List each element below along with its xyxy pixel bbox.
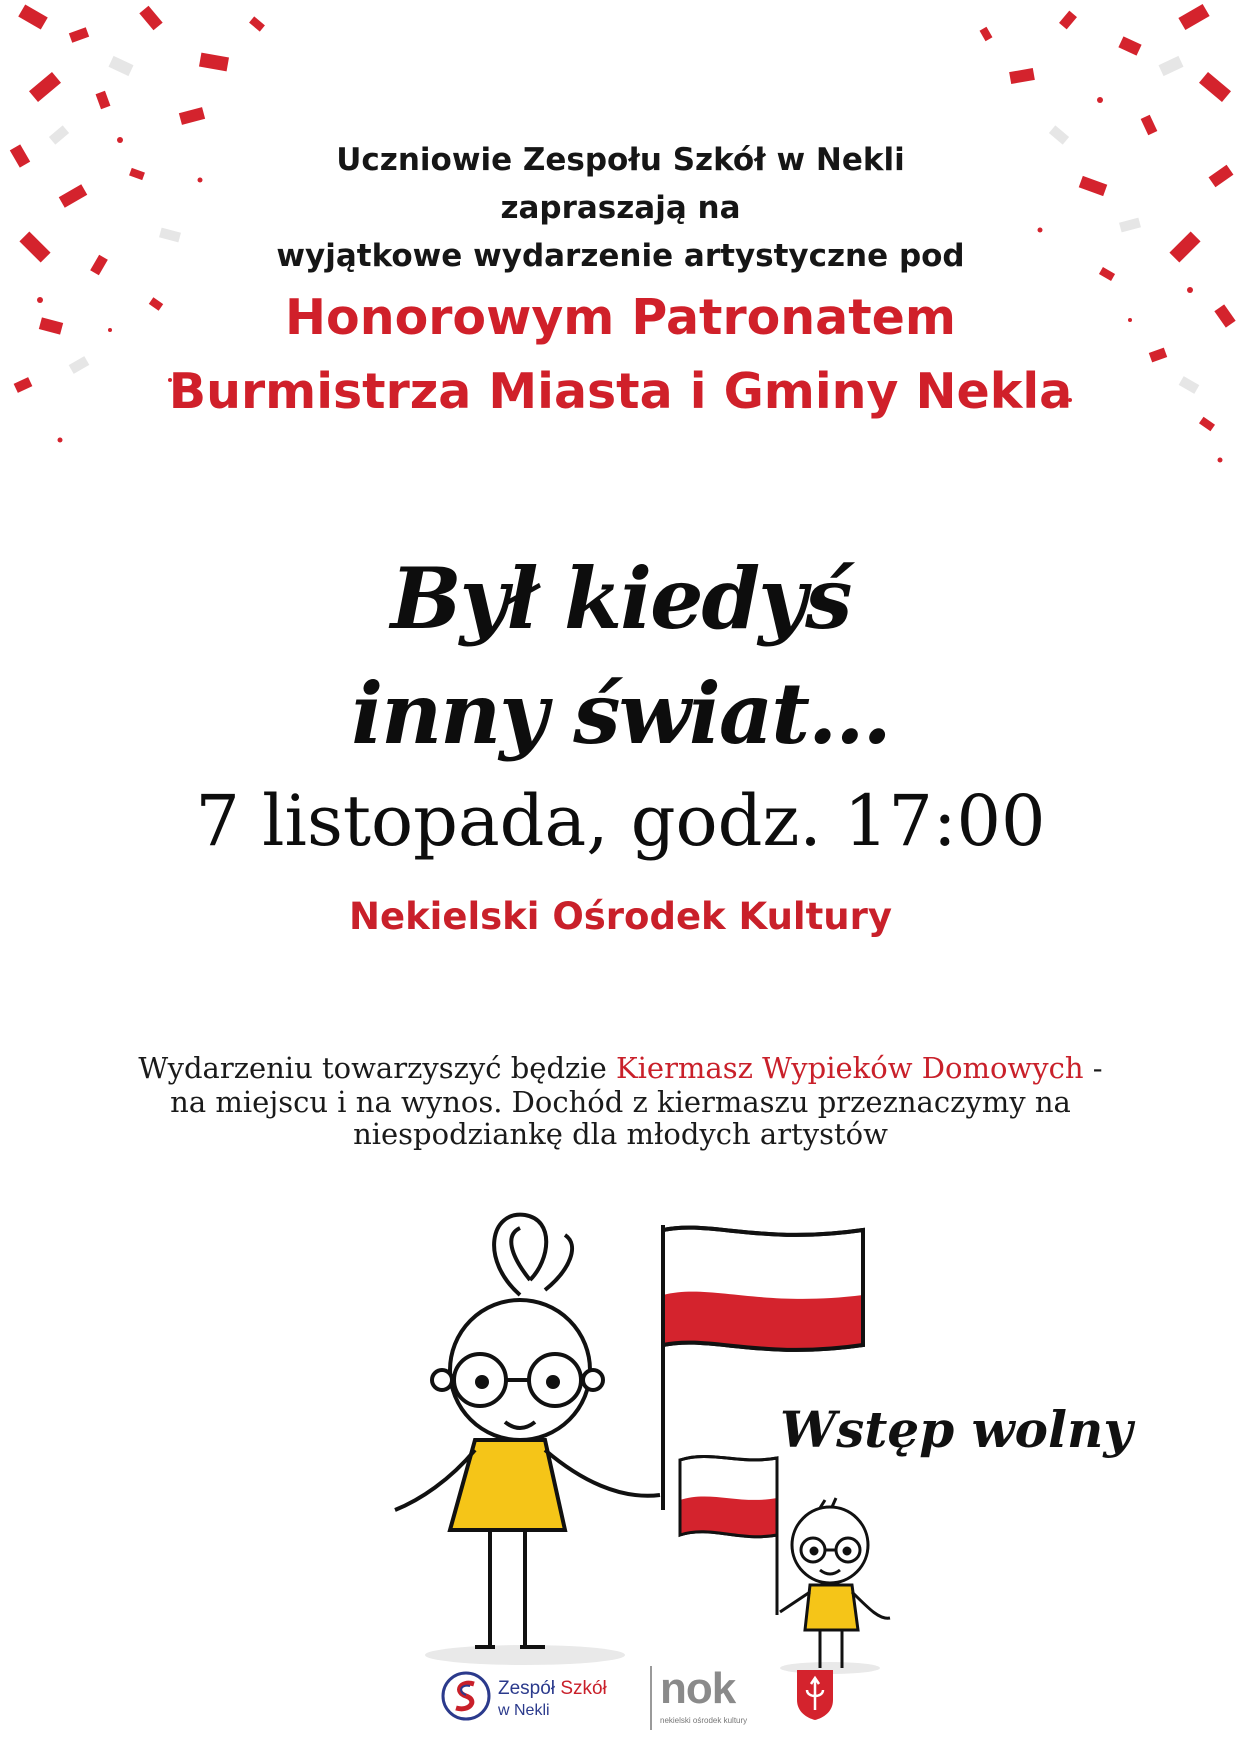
info-line-1 (0, 1052, 1241, 1084)
patronage-line-2: Burmistrza Miasta i Gminy Nekla (168, 363, 1073, 420)
event-title-line-2: inny świat... (351, 664, 890, 763)
coat-of-arms-icon (795, 1668, 835, 1722)
boy-with-flag-icon (680, 1455, 890, 1674)
intro-line-3: wyjątkowe wydarzenie artystyczne pod (276, 238, 965, 274)
event-venue: Nekielski Ośrodek Kultury (349, 895, 892, 938)
school-logo-name-1: Zespół (498, 1678, 561, 1699)
confetti-decoration (0, 0, 1241, 560)
info-before: Wydarzeniu towarzyszyć będzie (138, 1051, 616, 1085)
event-date: 7 listopada, godz. 17:00 (195, 780, 1046, 862)
intro-line-2: zapraszają na (500, 190, 741, 226)
school-logo-name-2: Szkół (560, 1678, 607, 1699)
info-after: - (1083, 1051, 1103, 1085)
info-highlight: Kiermasz Wypieków Domowych (615, 1051, 1084, 1085)
nok-logo-subtext: nekielski ośrodek kultury (660, 1716, 748, 1725)
info-line-3: niespodziankę dla młodych artystów (353, 1117, 888, 1151)
event-title-line-1: Był kiedyś (390, 549, 851, 648)
info-line-2: na miejscu i na wynos. Dochód z kiermaszu przeznaczymy na (170, 1085, 1071, 1119)
school-logo (440, 1670, 620, 1730)
intro-line-1: Uczniowie Zespołu Szkół w Nekli (336, 142, 905, 178)
school-logo-sub: w Nekli (498, 1702, 550, 1719)
free-entry-label: Wstęp wolny (780, 1400, 1133, 1459)
school-logo-name (498, 1678, 607, 1700)
sponsor-logos (0, 1660, 1241, 1740)
nok-logo-text: nok (660, 1664, 736, 1713)
nok-logo (650, 1666, 762, 1730)
patronage-line-1: Honorowym Patronatem (285, 289, 956, 346)
school-logo-icon (440, 1670, 492, 1722)
